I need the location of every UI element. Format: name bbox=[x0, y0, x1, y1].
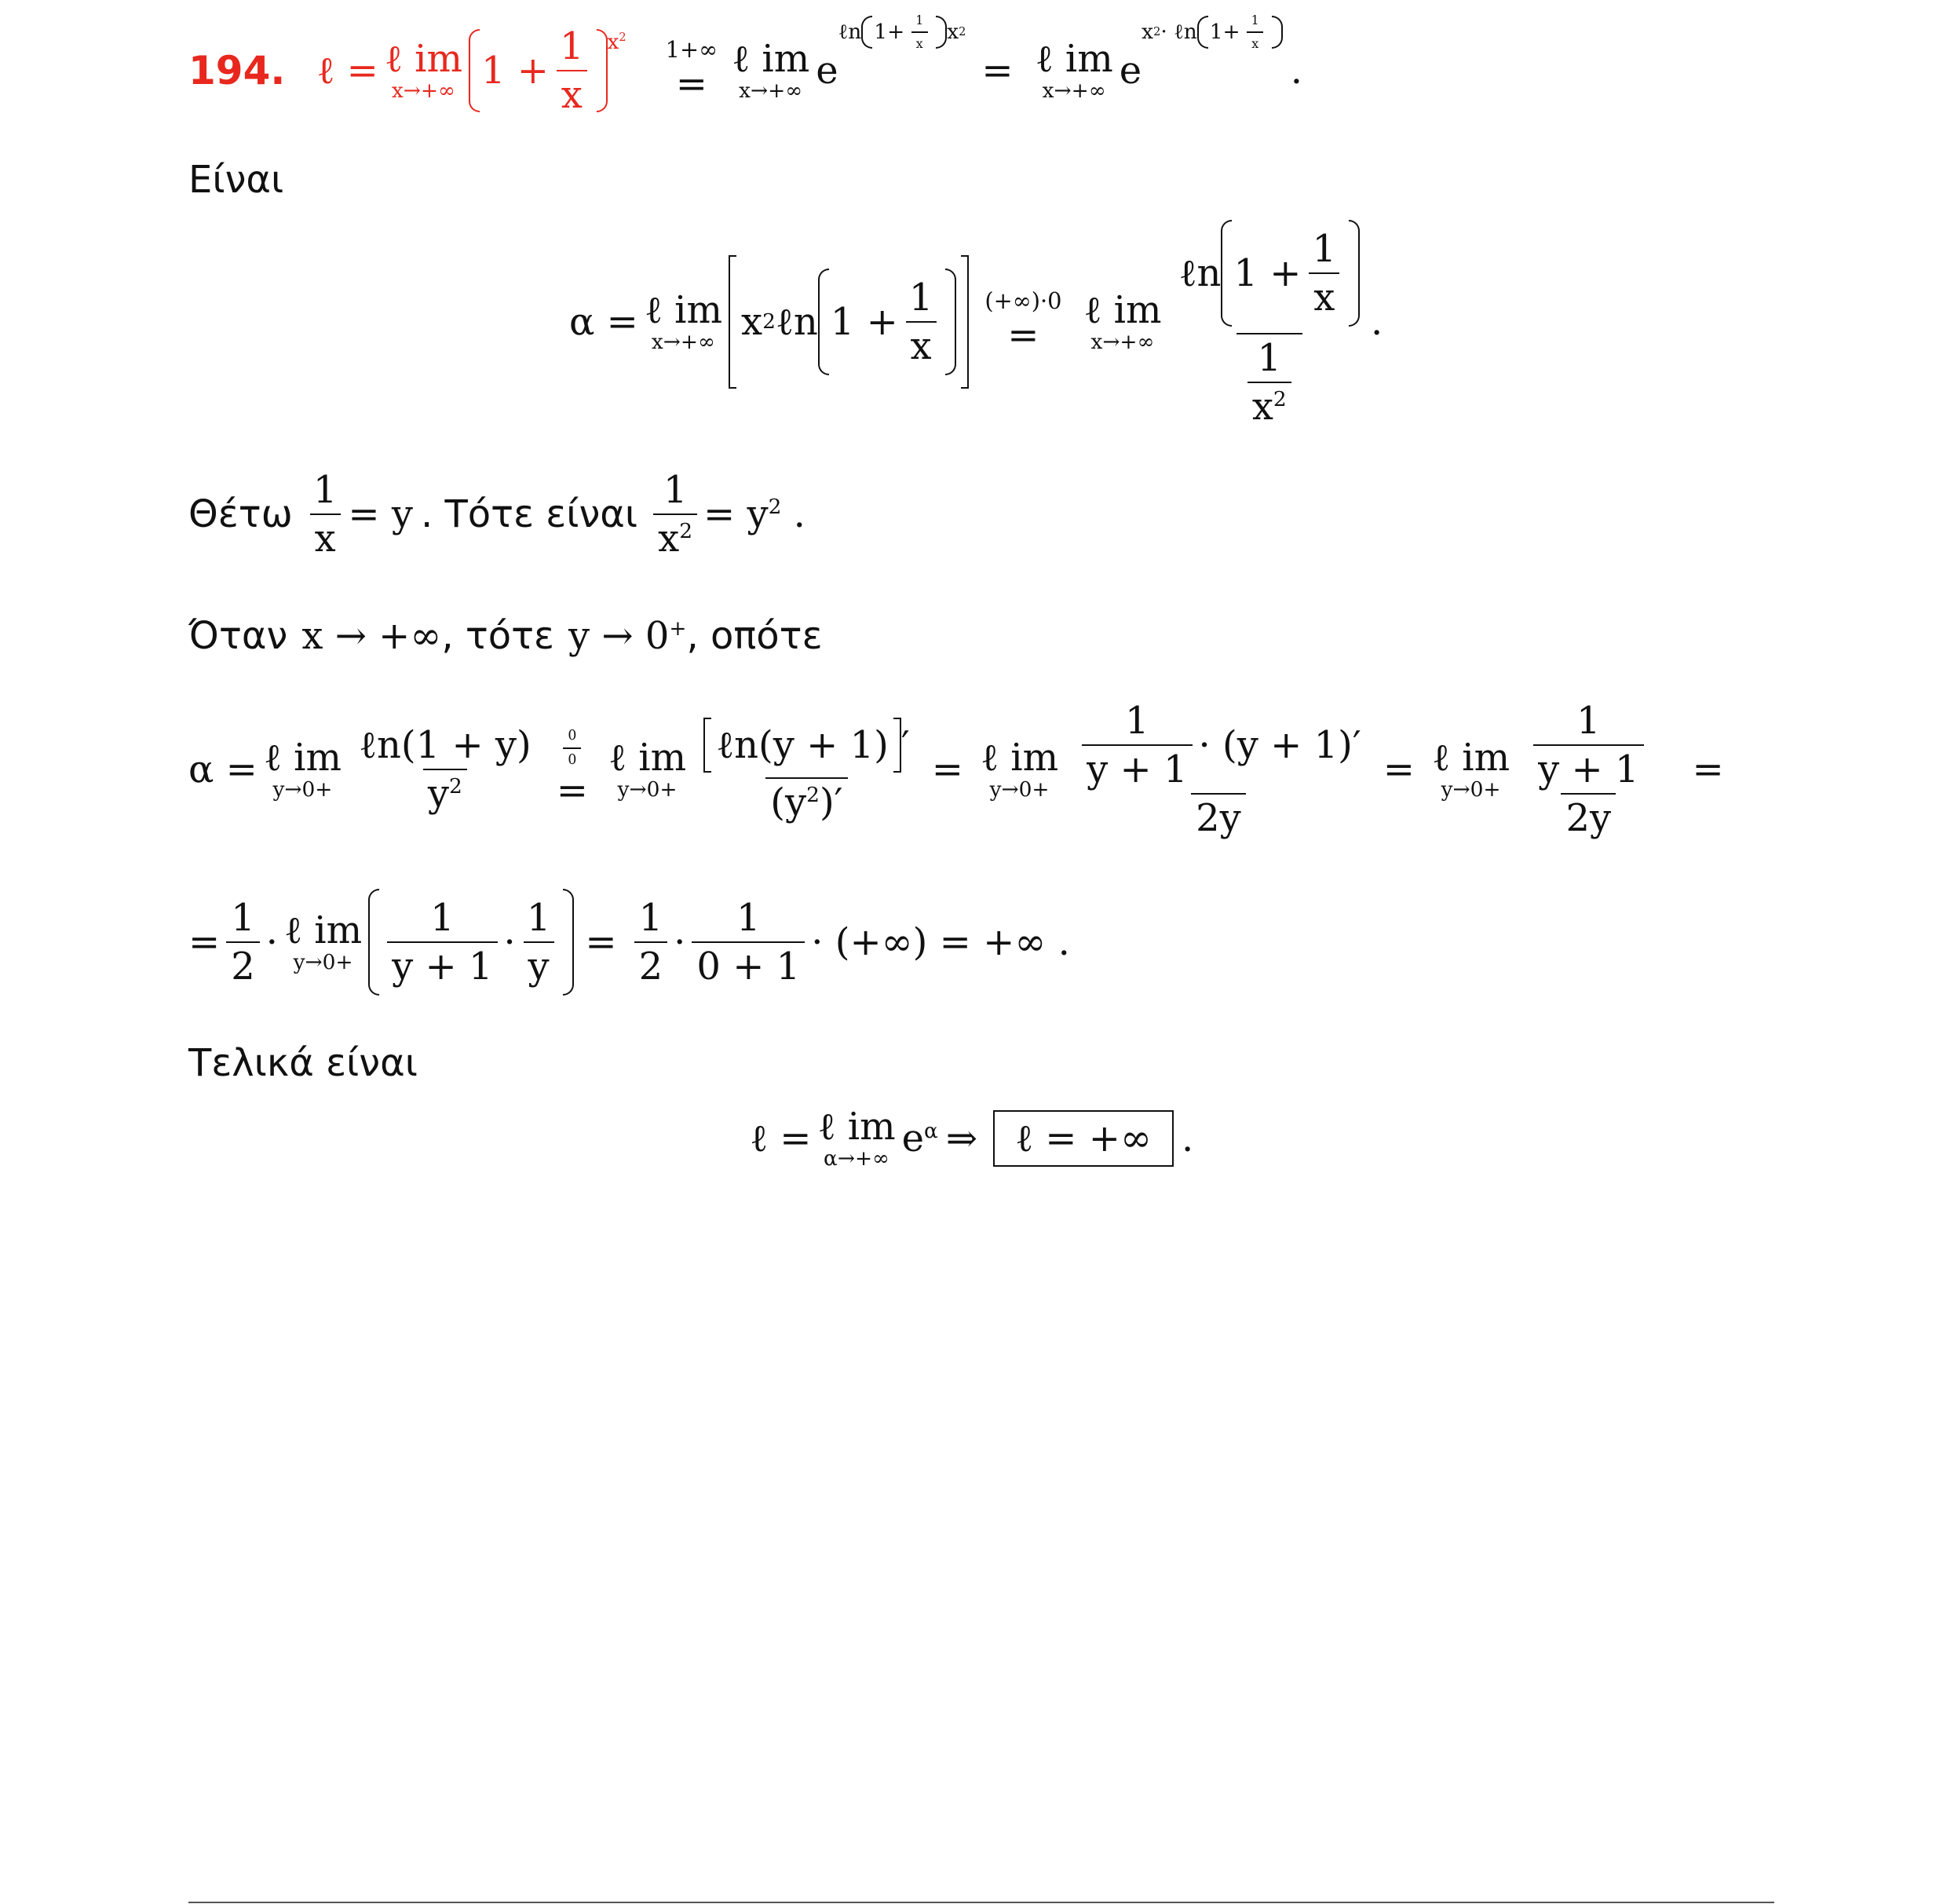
footer-rule bbox=[188, 1902, 1774, 1903]
result-box: ℓ = +∞ bbox=[993, 1110, 1174, 1167]
limit-definition: ℓ = ℓ im x→+∞ 1 + $\frac{1}{x}$ $x^2$ bbox=[316, 24, 626, 117]
equation-line-1: 194. ℓ = ℓ im x→+∞ 1 + $\frac{1}{x}$ $x^2$ 1+∞ = ℓ im x→+∞ e ℓn 1+ $\frac{1}{x}$ x 2 = ℓ im x→+∞ e x 2 · ℓn 1+ $\frac{1}{x}$ . bbox=[188, 13, 1302, 117]
text-einai: Είναι bbox=[188, 158, 284, 202]
equation-continuation: = $\frac{1}{2}$ · ℓ im y→0+ $\frac{1}{y + 1}$ · $\frac{1}{y}$ = $\frac{1}{2}$ · $\frac{1}{0 + 1}$ · (+∞) = +∞ . bbox=[188, 879, 1070, 1005]
substitution-line: Θέτω $\frac{1}{x}$ = y . Τότε είναι $\frac{1}{x^2}$ = $y^2$ . bbox=[188, 468, 805, 561]
equation-alpha-def: α = ℓ im x→+∞ x 2 ℓn 1 + $\frac{1}{x}$ (+∞)·0 = ℓ im x→+∞ ℓn 1 + $\frac{1}{x}$ $\frac{1}{x^2}$ . bbox=[569, 208, 1383, 436]
limit-condition-line: Όταν x → +∞ , τότε y → 0+ , οπότε bbox=[188, 614, 823, 658]
text-telika: Τελικά είναι bbox=[188, 1041, 418, 1085]
equation-final: ℓ = ℓ im α→+∞ $e^\alpha$ ⇒ ℓ = +∞ . bbox=[750, 1104, 1194, 1171]
equation-lhopital: α = ℓ im y→0+ $\frac{\text{ℓn(1 + y)}}{y^2}$ $\frac{0}{0}$ = ℓ im y→0+ $\frac{\text{ℓn(y + 1) ′}}{(y^2)'}$ = ℓ im y→0+ $\frac{1}{y + 1}$ · (y + 1)′ 2y = ℓ im y→0+ $\frac{\frac{1}{y + 1}}{2y}$ = bbox=[188, 699, 1724, 840]
problem-number: 194. bbox=[188, 48, 286, 93]
